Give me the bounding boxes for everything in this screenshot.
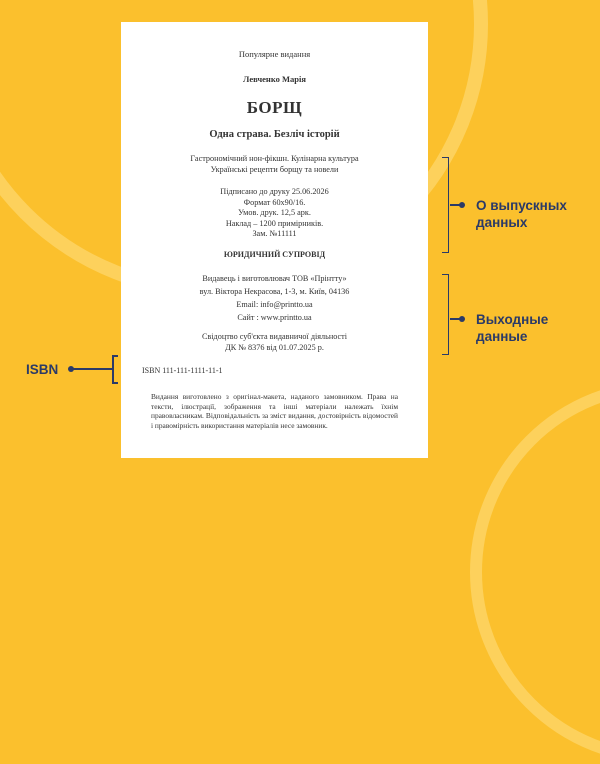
publication-series: Популярне видання	[238, 49, 311, 59]
isbn-number: ISBN 111-111-1111-11-1	[142, 366, 223, 375]
publisher-address: вул. Віктора Некрасова, 1-3, м. Київ, 04136	[199, 287, 350, 296]
order-number: Зам. №11111	[252, 229, 297, 238]
decorative-arc	[470, 380, 600, 764]
print-info	[121, 187, 428, 240]
author: Левченко Марія	[243, 74, 306, 84]
disclaimer: Видання виготовлено з оригінал-макета, наданого замовником. Права на тексти, ілюстрації, зображення та інші матеріали належать їхнім правовласникам. Відповідальність за зміст видання, достовірність відомостей і правомірність використання матеріалів несе замовник.	[151, 392, 398, 430]
genre-line: Гастрономічний нон-фікшн. Кулінарна культура	[190, 154, 359, 163]
print-sheets: Умов. друк. 12,5 арк.	[238, 208, 311, 217]
print-format: Формат 60х90/16.	[243, 197, 306, 207]
book-subtitle: Одна страва. Безліч історій	[209, 129, 340, 140]
imprint-page	[121, 22, 428, 458]
release-data-bracket	[442, 157, 449, 253]
output-data-bracket	[442, 274, 449, 355]
certificate-line: ДК № 8376 від 01.07.2025 р.	[225, 342, 324, 352]
book-title: БОРЩ	[246, 98, 303, 117]
print-run: Наклад – 1200 примірників.	[225, 218, 324, 228]
release-data-label: О выпускных данных	[476, 198, 567, 230]
isbn-connector	[73, 368, 112, 370]
legal-heading: ЮРИДИЧНИЙ СУПРОВІД	[223, 250, 326, 259]
output-data-label: Выходные данные	[476, 312, 549, 344]
publisher-email: Email: info@printto.ua	[236, 300, 313, 309]
isbn-bracket-top	[112, 355, 118, 357]
certificate-line: Свідоцтво суб'єкта видавничої діяльності	[201, 332, 348, 341]
publisher-info	[121, 274, 428, 326]
output-data-dot	[459, 316, 465, 322]
isbn-bracket-bottom	[112, 382, 118, 384]
release-data-dot	[459, 202, 465, 208]
certificate-info	[121, 332, 428, 353]
publisher-site: Сайт : www.printto.ua	[237, 313, 312, 322]
isbn-bracket	[112, 355, 114, 383]
publisher-name: Видавець і виготовлювач ТОВ «Прінтту»	[202, 274, 347, 283]
genre-info	[121, 154, 428, 175]
print-date: Підписано до друку 25.06.2026	[220, 187, 329, 196]
genre-line: Українські рецепти борщу та новели	[210, 164, 339, 174]
isbn-label: ISBN	[26, 362, 59, 377]
